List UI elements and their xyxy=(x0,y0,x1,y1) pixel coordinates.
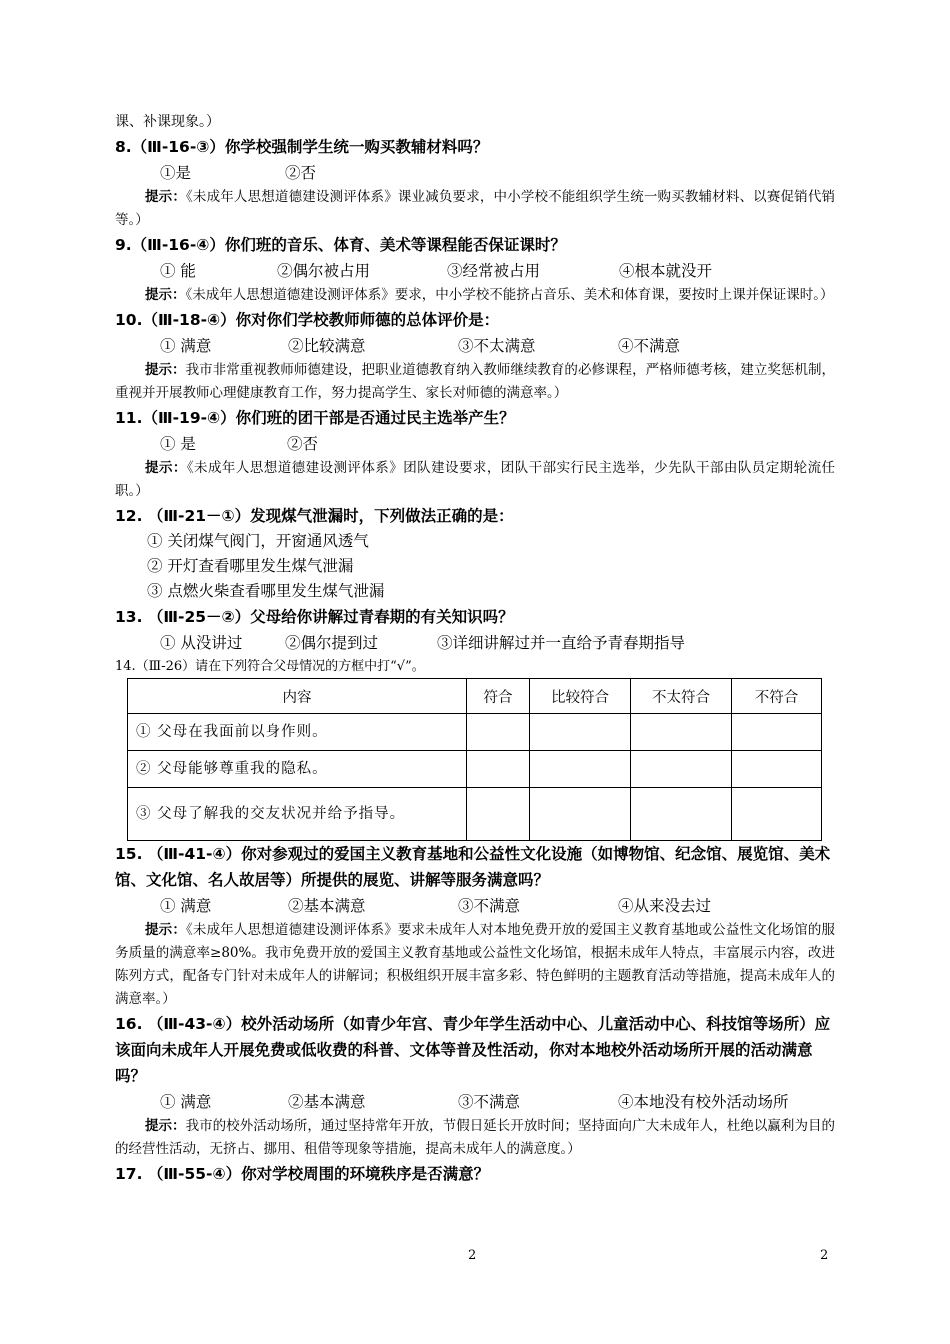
hint-label: 提示： xyxy=(145,189,186,205)
hint-label: 提示： xyxy=(145,1118,186,1134)
question-16-title: 16. （Ⅲ-43-④）校外活动场所（如青少年宫、青少年学生活动中心、儿童活动中心、科技馆等场所）应该面向未成年人开展免费或低收费的科普、文体等普及性活动，你对本地校外活动场所开展的活动满意吗？ xyxy=(115,1015,831,1085)
option: ① 满意 xyxy=(160,1093,212,1111)
hint-text: 《未成年人思想道德建设测评体系》团队建设要求，团队干部实行民主选举，少先队干部由队员定期轮流任职。） xyxy=(115,460,836,499)
hint-text: 我市非常重视教师师德建设，把职业道德教育纳入教师继续教育的必修课程，严格师德考核，建立奖惩机制，重视并开展教师心理健康教育工作，努力提高学生、家长对师德的满意率。） xyxy=(115,362,836,401)
question-11-options xyxy=(115,431,835,457)
question-9-title: 9.（Ⅲ-16-④）你们班的音乐、体育、美术等课程能否保证课时？ xyxy=(115,236,566,254)
option: ③不满意 xyxy=(458,1093,521,1111)
checkbox-cell[interactable] xyxy=(631,714,732,751)
header-fit: 符合 xyxy=(467,679,530,714)
question-15-hint xyxy=(115,919,835,1011)
header-not-quite-fit: 不太符合 xyxy=(631,679,732,714)
question-10-hint xyxy=(115,359,835,405)
option: ②基本满意 xyxy=(288,897,366,915)
question-15-title: 15. （Ⅲ-41-④）你对参观过的爱国主义教育基地和公益性文化设施（如博物馆、纪念馆、展览馆、美术馆、文化馆、名人故居等）所提供的展览、讲解等服务满意吗？ xyxy=(115,845,831,889)
question-8-title: 8.（Ⅲ-16-③）你学校强制学生统一购买教辅材料吗？ xyxy=(115,138,489,156)
hint-label: 提示： xyxy=(145,362,186,378)
checkbox-cell[interactable] xyxy=(467,788,530,841)
question-10-title: 10.（Ⅲ-18-④）你对你们学校教师师德的总体评价是： xyxy=(115,311,500,329)
checkbox-cell[interactable] xyxy=(732,714,822,751)
option: ① 满意 xyxy=(160,337,212,355)
question-11-title: 11.（Ⅲ-19-④）你们班的团干部是否通过民主选举产生？ xyxy=(115,409,515,427)
option: ①是 xyxy=(160,164,192,182)
checkbox-cell[interactable] xyxy=(467,751,530,788)
option: ②偶尔被占用 xyxy=(277,262,371,280)
table-row xyxy=(128,751,822,788)
table-row xyxy=(128,714,822,751)
row-text: ① 父母在我面前以身作则。 xyxy=(128,714,467,751)
question-17-title: 17. （Ⅲ-55-④）你对学校周围的环境秩序是否满意？ xyxy=(115,1165,490,1183)
row-text: ③ 父母了解我的交友状况并给予指导。 xyxy=(128,788,467,841)
option: ① 是 xyxy=(160,435,196,453)
checkbox-cell[interactable] xyxy=(467,714,530,751)
checkbox-cell[interactable] xyxy=(631,788,732,841)
option: ① 能 xyxy=(160,262,196,280)
page-number-center: 2 xyxy=(468,1248,477,1263)
question-16-hint xyxy=(115,1115,835,1161)
question-8-options xyxy=(115,160,835,186)
option: ① 从没讲过 xyxy=(160,634,243,652)
option: ②否 xyxy=(287,435,319,453)
header-mostly-fit: 比较符合 xyxy=(530,679,631,714)
question-14-title: 14.（Ⅲ-26）请在下列符合父母情况的方框中打“√”。 xyxy=(115,659,425,674)
hint-label: 提示： xyxy=(145,460,187,476)
question-10-options xyxy=(115,333,835,359)
table-header-row xyxy=(128,679,822,714)
option: ④根本就没开 xyxy=(619,262,713,280)
parent-behavior-table xyxy=(127,678,822,841)
option: ④从来没去过 xyxy=(618,897,712,915)
option: ③不太满意 xyxy=(458,337,536,355)
checkbox-cell[interactable] xyxy=(631,751,732,788)
question-13-title: 13. （Ⅲ-25－②）父母给你讲解过青春期的有关知识吗？ xyxy=(115,608,514,626)
question-8-hint xyxy=(115,186,835,232)
checkbox-cell[interactable] xyxy=(530,751,631,788)
question-9-options xyxy=(115,258,835,284)
header-content: 内容 xyxy=(128,679,467,714)
document-page xyxy=(115,110,835,1187)
option: ① 满意 xyxy=(160,897,212,915)
option: ②否 xyxy=(285,164,317,182)
question-13-options xyxy=(115,630,835,656)
row-text: ② 父母能够尊重我的隐私。 xyxy=(128,751,467,788)
hint-text: 《未成年人思想道德建设测评体系》要求未成年人对本地免费开放的爱国主义教育基地或公益性文化场馆的服务质量的满意率≥80%。我市免费开放的爱国主义教育基地或公益性文化场馆，根据未成年人特点，丰富展示内容，改进陈列方式，配备专门针对未成年人的讲解词；积极组织开展丰富多彩、特色鲜明的主题教育活动等措施，提高未成年人的满意率。） xyxy=(115,922,836,1007)
option: ②比较满意 xyxy=(288,337,366,355)
hint-text: 我市的校外活动场所，通过坚持常年开放，节假日延长开放时间；坚持面向广大未成年人，杜绝以赢利为目的的经营性活动，无挤占、挪用、租借等现象等措施，提高未成年人的满意度。） xyxy=(115,1118,836,1157)
option: ②偶尔提到过 xyxy=(285,634,379,652)
hint-label: 提示： xyxy=(145,287,186,303)
option: ④不满意 xyxy=(618,337,681,355)
question-16-options xyxy=(115,1089,835,1115)
checkbox-cell[interactable] xyxy=(530,714,631,751)
checkbox-cell[interactable] xyxy=(732,751,822,788)
checkbox-cell[interactable] xyxy=(732,788,822,841)
option: ②基本满意 xyxy=(288,1093,366,1111)
option: ③ 点燃火柴查看哪里发生煤气泄漏 xyxy=(147,582,385,600)
option: ④本地没有校外活动场所 xyxy=(618,1093,789,1111)
table-row xyxy=(128,788,822,841)
question-15-options xyxy=(115,893,835,919)
option: ③经常被占用 xyxy=(447,262,541,280)
option: ② 开灯查看哪里发生煤气泄漏 xyxy=(147,557,354,575)
hint-label: 提示： xyxy=(145,922,186,938)
question-11-hint xyxy=(115,457,835,503)
option: ③详细讲解过并一直给予青春期指导 xyxy=(437,634,686,652)
intro-text: 课、补课现象。） xyxy=(115,114,220,130)
hint-text: 《未成年人思想道德建设测评体系》课业减负要求，中小学校不能组织学生统一购买教辅材料、以赛促销代销等。） xyxy=(115,189,836,228)
question-12-title: 12. （Ⅲ-21－①）发现煤气泄漏时，下列做法正确的是： xyxy=(115,507,514,525)
checkbox-cell[interactable] xyxy=(530,788,631,841)
header-not-fit: 不符合 xyxy=(732,679,822,714)
option: ③不满意 xyxy=(458,897,521,915)
option: ① 关闭煤气阀门，开窗通风透气 xyxy=(147,532,369,550)
page-number-right: 2 xyxy=(820,1248,829,1263)
hint-text: 《未成年人思想道德建设测评体系》要求，中小学校不能挤占音乐、美术和体育课，要按时上课并保证课时。） xyxy=(185,287,834,303)
question-9-hint xyxy=(115,284,835,307)
